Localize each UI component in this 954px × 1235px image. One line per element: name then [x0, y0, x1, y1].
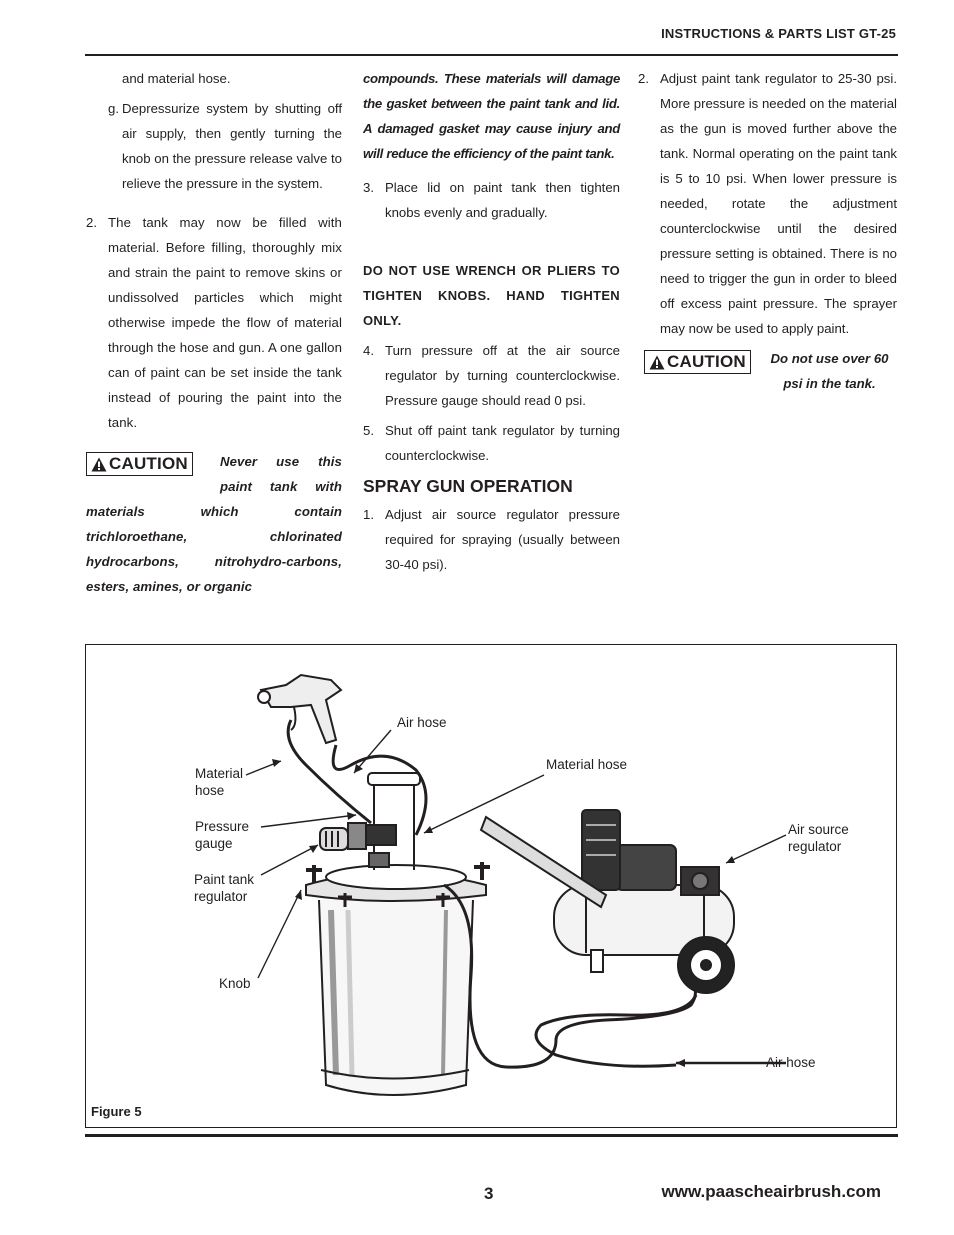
- section-heading-spray-gun: SPRAY GUN OPERATION: [363, 476, 573, 496]
- caution-block-1: [86, 449, 342, 599]
- spray-step-2: [638, 66, 897, 341]
- step-g: [86, 96, 342, 196]
- figure-5: [85, 644, 897, 1128]
- label-paint-tank-regulator: Paint tank regulator: [194, 872, 255, 904]
- website-link[interactable]: www.paascheairbrush.com: [661, 1182, 881, 1201]
- step-3: [363, 175, 620, 225]
- step-3-text: Place lid on paint tank then tighten knobs evenly and gradually.: [385, 180, 620, 220]
- step-5-number: 5.: [363, 423, 374, 438]
- step-2-number: 2.: [86, 215, 98, 230]
- caution-block-2: [638, 346, 897, 396]
- column-1: [86, 66, 342, 599]
- spray-step-2-number: 2.: [638, 71, 649, 86]
- step-g-number: g.: [108, 101, 119, 116]
- caution-text: Never use this paint tank with materials which contain trichloroethane, chlorinated hydrocarbons, nitrohydro-carbons, esters, amines, or organic: [86, 454, 342, 594]
- caution-label: CAUTION: [667, 352, 746, 371]
- label-knob: Knob: [219, 976, 251, 991]
- label-material-hose-right: Material hose: [546, 757, 628, 772]
- step-2: [86, 210, 342, 435]
- footer-rule: [85, 1134, 898, 1137]
- step-4: [363, 338, 620, 413]
- step-2-text: The tank may now be filled with material. Before filling, thoroughly mix and strain the paint to remove skins or undissolved particles which might otherwise impede the flow of material through the hose and gun. A one gallon can of paint can be set inside the tank instead of pouring the paint into the tank.: [108, 215, 342, 430]
- continued-text: and material hose.: [122, 71, 231, 86]
- caution-badge: [86, 452, 193, 476]
- column-3: [638, 66, 897, 396]
- label-air-hose-bottom: Air hose: [766, 1055, 816, 1070]
- page-number: 3: [484, 1184, 494, 1203]
- spray-step-1-text: Adjust air source regulator pressure required for spraying (usually between 30-40 psi).: [385, 507, 620, 572]
- column-2: [363, 66, 620, 577]
- step-4-number: 4.: [363, 343, 374, 358]
- step-g-text: Depressurize system by shutting off air supply, then gently turning the knob on the pressure release valve to relieve the pressure in the system.: [122, 101, 342, 191]
- figure-caption: Figure 5: [91, 1104, 142, 1119]
- caution-badge: [644, 350, 751, 374]
- step-3-number: 3.: [363, 180, 374, 195]
- spray-step-1: [363, 502, 620, 577]
- caution-label: CAUTION: [109, 454, 188, 473]
- warning-triangle-icon: [91, 457, 107, 472]
- label-air-hose-top: Air hose: [397, 715, 447, 730]
- step-4-text: Turn pressure off at the air source regulator by turning counterclockwise. Pressure gauge should read 0 psi.: [385, 343, 620, 408]
- header-title: INSTRUCTIONS & PARTS LIST GT-25: [661, 26, 896, 41]
- label-pressure-gauge: Pressure gauge: [195, 819, 250, 851]
- label-air-source-regulator: Air source regulator: [788, 822, 849, 854]
- warning-triangle-icon: [649, 355, 665, 370]
- header-rule: [85, 54, 898, 56]
- caution-continued: compounds. These materials will damage the gasket between the paint tank and lid. A damaged gasket may cause injury and will reduce the efficiency of the paint tank.: [363, 71, 620, 161]
- spray-step-1-number: 1.: [363, 507, 374, 522]
- step-5-text: Shut off paint tank regulator by turning counterclockwise.: [385, 423, 620, 463]
- step-5: [363, 418, 620, 468]
- hand-tighten-warning: DO NOT USE WRENCH OR PLIERS TO TIGHTEN KNOBS. HAND TIGHTEN ONLY.: [363, 263, 620, 328]
- spray-step-2-text: Adjust paint tank regulator to 25-30 psi. More pressure is needed on the material as the gun is moved further above the tank. Normal operating on the paint tank is 5 to 10 psi. When lower pressure is needed, rotate the adjustment counterclockwise until the desired pressure setting is obtained. There is no need to trigger the gun in order to bleed off excess paint pressure. The sprayer may now be used to apply paint.: [660, 71, 897, 336]
- caution-text: Do not use over 60 psi in the tank.: [770, 351, 889, 391]
- label-material-hose-left: Material hose: [195, 766, 244, 798]
